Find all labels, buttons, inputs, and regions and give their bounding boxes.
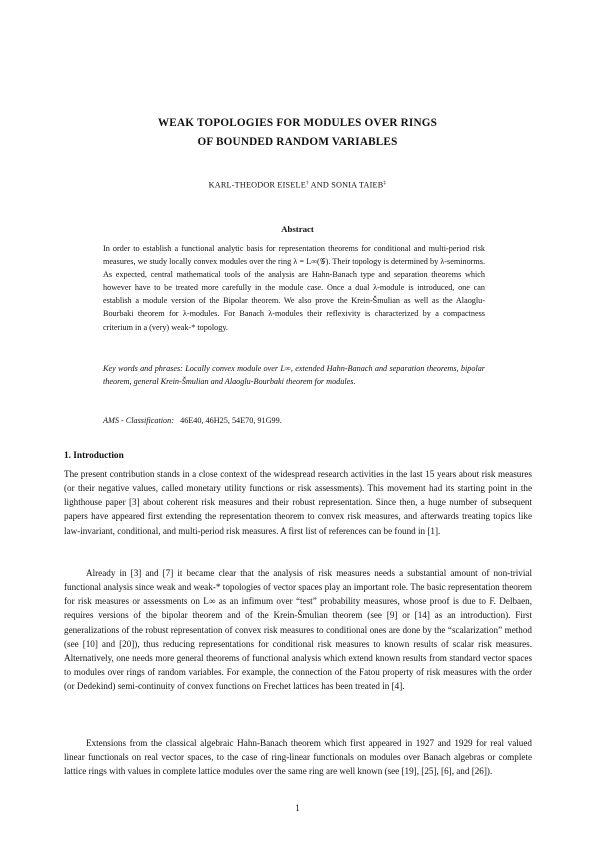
abstract-heading: Abstract [281,224,314,234]
keywords-text: Key words and phrases: Locally convex module over L∞, extended Hahn-Banach and separation theorems, bipolar theorem, general Krein-Šmulian and Alaoglu-Bourbaki theorem for modules. [103,364,485,387]
author-footnote-mark: ‡ [383,180,387,186]
body-paragraph: The present contribution stands in a close context of the widespread research activities in the last 15 years about risk measures (or their negative values, called monetary utility functions or risk assessments). This movement had its starting point in the lighthouse paper [3] about coherent risk measures and their robust representation. Since then, a huge number of subsequent papers have appeared first extending the representation theorem to convex risk measures, and afterwards treating topics like law-invariant, conditional, and multi-period risk measures. A first list of references can be found in [1]. [64,469,532,536]
ams-label: AMS - Classification: [103,416,174,425]
ams-codes: 46E40, 46H25, 54E70, 91G99. [180,416,282,425]
body-paragraph: Already in [3] and [7] it became clear that the analysis of risk measures needs a substantial amount of non-trivial functional analysis since weak and weak-* topologies of vector spaces play an important role. The basic representation theorem for risk measures or assessments on L∞ as an infimum over “test” probability measures, whose proof is due to F. Delbaen, requires versions of the bipolar theorem and of the Krein-Šmulian theorem (see [9] or [14] as an introduction). First generalizations of the robust representation of convex risk measures to conditional ones are done by the “scalarization” method (see [10] and [20]), thus reducing representations for conditional risk measures to known results of scalar risk measures. Alternatively, one needs more general theorems of functional analysis which extend known results from standard vector spaces to modules over rings of random variables. For example, the connection of the Fatou property of risk measures with the order (or Dedekind) semi-continuity of convex functions on Frechet lattices has been treated in [4]. [64,568,532,692]
paper-title-line-2: OF BOUNDED RANDOM VARIABLES [197,136,398,148]
section-heading: 1. Introduction [64,451,124,461]
body-paragraph: Extensions from the classical algebraic Hahn-Banach theorem which first appeared in 1927 and 1929 for real valued linear functionals on real vector spaces, to the case of ring-linear functionals on modules over Banach algebras or complete lattice rings with values in complete lattice modules over the same ring are well known (see [19], [25], [6], and [26]). [64,738,532,777]
abstract-text: In order to establish a functional analytic basis for representation theorems for conditional and multi-period risk measures, we study locally convex modules over the ring λ = L∞(𝒢). Their topology is determined by λ-seminorms. As expected, central mathematical tools of the analysis are Hahn-Banach type and separation theorems which however have to be treated more carefully in the module case. Once a dual λ-module is introduced, one can establish a module version of the Bipolar theorem. We also prove the Krein-Šmulian as well as the Alaoglu-Bourbaki theorem for λ-modules. For Banach λ-modules their reflexivity is characterized by a compactness criterium in a (very) weak-* topology. [103,244,485,332]
author-name: KARL-THEODOR EISELE [208,180,306,190]
author-footnote-mark: † [305,180,309,186]
page-number: 1 [295,803,300,813]
paper-title-line-1: WEAK TOPOLOGIES FOR MODULES OVER RINGS [157,117,438,129]
ams-classification [103,414,485,427]
author-name: SONIA TAIEB [331,180,384,190]
author-line [0,180,595,190]
author-connector: AND [308,180,332,190]
